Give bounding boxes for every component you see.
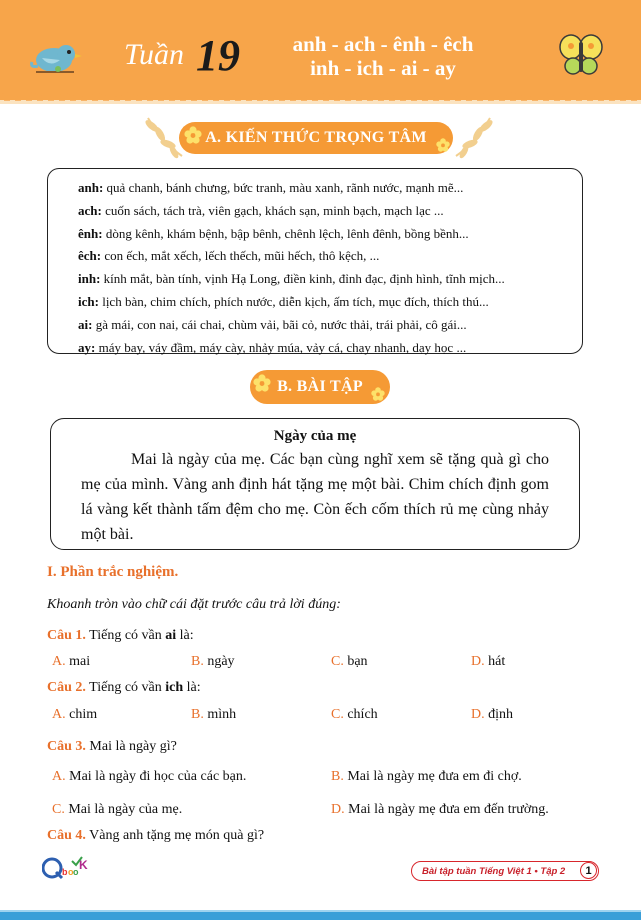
rhyme-examples: máy bay, váy đầm, máy cày, nhảy múa, vảy cá, chạy nhanh, dạy học ... xyxy=(95,339,467,355)
option-text: chích xyxy=(343,707,378,722)
knowledge-row xyxy=(78,177,572,200)
week-number: 19 xyxy=(196,31,240,80)
rhyme-examples: cuốn sách, tách trà, viên gạch, khách sạn, minh bạch, mạch lạc ... xyxy=(101,202,444,218)
svg-text:o: o xyxy=(73,867,79,877)
option-text: mai xyxy=(65,654,91,669)
rhyme-label: ay: xyxy=(78,339,96,355)
option-text: ngày xyxy=(203,654,235,669)
flower-icon xyxy=(371,387,385,401)
svg-text:K: K xyxy=(79,858,88,872)
option-letter[interactable]: B. xyxy=(191,707,204,722)
section-b-title: B. BÀI TẬP xyxy=(277,378,363,395)
option-letter[interactable]: D. xyxy=(471,654,485,669)
week-label: Tuần xyxy=(124,38,185,71)
knowledge-row xyxy=(78,337,572,360)
rhymes-line-1: anh - ach - ênh - êch xyxy=(292,32,474,56)
option-letter[interactable]: D. xyxy=(471,707,485,722)
question-2 xyxy=(47,680,201,696)
option-letter[interactable]: D. xyxy=(331,802,345,817)
option-text: Mai là ngày đi học của các bạn. xyxy=(65,769,247,784)
knowledge-row xyxy=(78,245,572,268)
question-keyword: ich xyxy=(165,680,184,695)
rhyme-label: êch: xyxy=(78,248,102,264)
answer-option[interactable] xyxy=(52,802,182,818)
answer-option[interactable] xyxy=(191,707,236,723)
rhyme-examples: kính mắt, bàn tính, vịnh Hạ Long, điền kinh, đỉnh đạc, định hình, tĩnh mịch... xyxy=(100,271,505,287)
rhymes-line-2: inh - ich - ai - ay xyxy=(310,56,456,80)
rhyme-label: ai: xyxy=(78,316,93,332)
question-text: Tiếng có vần xyxy=(85,680,166,695)
option-text: bạn xyxy=(343,654,368,669)
leaf-branch-right-icon xyxy=(452,112,498,160)
flower-icon xyxy=(436,138,450,152)
knowledge-row xyxy=(78,200,572,223)
option-letter[interactable]: C. xyxy=(52,802,65,817)
part-title: I. Phần trắc nghiệm. xyxy=(47,564,179,580)
option-text: mình xyxy=(203,707,237,722)
answer-option[interactable] xyxy=(52,769,246,785)
option-text: Mai là ngày của mẹ. xyxy=(64,802,183,817)
question-label: Câu 1. xyxy=(47,628,86,643)
option-text: chim xyxy=(65,707,98,722)
svg-text:o: o xyxy=(68,867,74,877)
question-label: Câu 4. xyxy=(47,828,86,843)
butterfly-icon xyxy=(558,32,604,78)
flower-icon xyxy=(253,374,271,392)
question-label: Câu 2. xyxy=(47,680,86,695)
answer-option[interactable] xyxy=(52,654,90,670)
story-title: Ngày của mẹ xyxy=(273,428,357,444)
option-text: Mai là ngày mẹ đưa em đến trường. xyxy=(344,802,549,817)
knowledge-box xyxy=(47,168,583,354)
footer-book-title xyxy=(411,861,599,881)
option-letter[interactable]: B. xyxy=(191,654,204,669)
knowledge-row xyxy=(78,223,572,246)
week-rhymes xyxy=(268,32,498,80)
answer-option[interactable] xyxy=(331,769,522,785)
page-number: 1 xyxy=(580,862,597,879)
knowledge-row xyxy=(78,291,572,314)
answer-option[interactable] xyxy=(191,654,235,670)
rhyme-examples: con ếch, mắt xếch, lếch thếch, mũi hếch, thô kệch, ... xyxy=(101,248,380,264)
question-text-end: là: xyxy=(183,680,201,695)
option-text: hát xyxy=(484,654,506,669)
rhyme-label: ich: xyxy=(78,293,99,309)
rhyme-examples: quả chanh, bánh chưng, bức tranh, màu xanh, rãnh nước, mạnh mẽ... xyxy=(103,180,464,195)
question-3 xyxy=(47,739,177,755)
bottom-border xyxy=(0,906,641,920)
section-b-heading xyxy=(250,370,390,404)
bird-icon xyxy=(28,38,84,76)
story-text: Mai là ngày của mẹ. Các bạn cùng nghĩ xem sẽ tặng quà gì cho mẹ của mình. Vàng anh định hát tặng mẹ một bài. Chim chích định gom lá vàng kết thành tấm đệm cho mẹ. Còn ếch cốm thích rủ mẹ cùng nhảy một bài. xyxy=(81,451,549,543)
section-a-heading xyxy=(179,122,453,154)
publisher-logo xyxy=(42,855,90,881)
flower-icon xyxy=(184,126,202,144)
answer-option[interactable] xyxy=(471,654,505,670)
option-letter[interactable]: A. xyxy=(52,769,66,784)
rhyme-examples: lịch bàn, chim chích, phích nước, diễn kịch, ấm tích, mục đích, thích thú... xyxy=(98,293,489,309)
instruction-text: Khoanh tròn vào chữ cái đặt trước câu trả lời đúng: xyxy=(47,597,341,612)
question-4 xyxy=(47,828,264,844)
answer-option[interactable] xyxy=(331,707,378,723)
rhyme-label: ênh: xyxy=(78,225,103,241)
option-letter[interactable]: B. xyxy=(331,769,344,784)
knowledge-row xyxy=(78,268,572,291)
rhyme-label: ach: xyxy=(78,202,102,218)
story-box xyxy=(50,418,580,550)
question-text: Tiếng có vần xyxy=(85,628,166,643)
option-letter[interactable]: A. xyxy=(52,707,66,722)
rhyme-label: inh: xyxy=(78,271,101,287)
svg-text:b: b xyxy=(62,867,68,877)
option-letter[interactable]: C. xyxy=(331,654,344,669)
knowledge-row xyxy=(78,314,572,337)
question-text: Mai là ngày gì? xyxy=(85,739,177,754)
footer-badge-text: Bài tập tuần Tiếng Việt 1 • Tập 2 xyxy=(422,865,566,877)
answer-option[interactable] xyxy=(471,707,513,723)
question-label: Câu 3. xyxy=(47,739,86,754)
rhyme-examples: dòng kênh, khám bệnh, bập bênh, chênh lệch, lênh đênh, bồng bềnh... xyxy=(102,225,469,241)
option-text: Mai là ngày mẹ đưa em đi chợ. xyxy=(343,769,522,784)
question-text: Vàng anh tặng mẹ món quà gì? xyxy=(85,828,265,843)
answer-option[interactable] xyxy=(331,654,368,670)
scalloped-border xyxy=(0,86,641,106)
question-text-end: là: xyxy=(176,628,194,643)
rhyme-examples: gà mái, con nai, cái chai, chùm vải, bãi cỏ, nước thải, trái phải, cô gái... xyxy=(92,316,467,332)
answer-option[interactable] xyxy=(52,707,97,723)
section-a-title: A. KIẾN THỨC TRỌNG TÂM xyxy=(205,129,427,146)
option-letter[interactable]: A. xyxy=(52,654,66,669)
option-text: định xyxy=(484,707,514,722)
option-letter[interactable]: C. xyxy=(331,707,344,722)
question-1 xyxy=(47,628,194,644)
question-keyword: ai xyxy=(165,628,177,643)
answer-option[interactable] xyxy=(331,802,549,818)
rhyme-label: anh: xyxy=(78,180,104,195)
